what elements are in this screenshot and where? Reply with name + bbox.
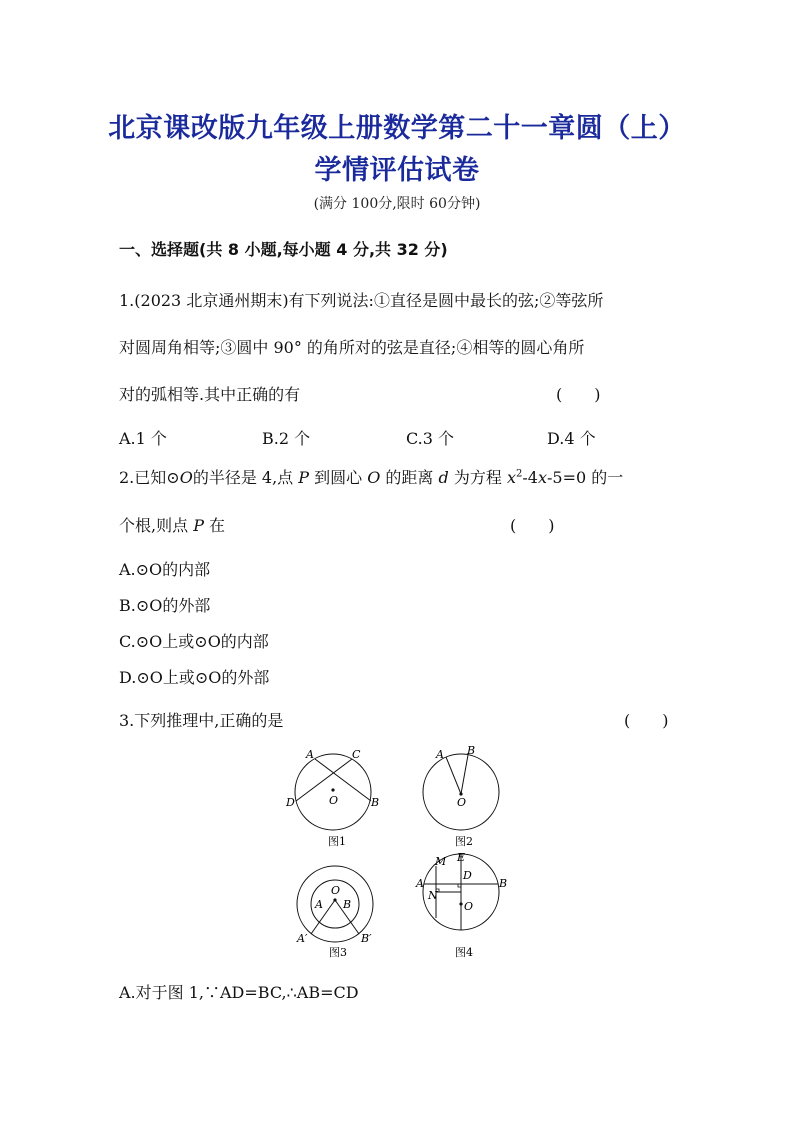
page-title: 北京课改版九年级上册数学第二十一章圆（上）	[108, 113, 686, 144]
fig3-label-b: B	[343, 898, 352, 911]
fig2-label-b: B	[467, 744, 476, 757]
fig3-label-o: O	[331, 884, 341, 897]
q2-text: 2.已知⊙	[119, 468, 180, 487]
q2-answer-paren: ( )	[510, 516, 555, 535]
q2-line1	[119, 465, 623, 488]
q2-text: 在	[203, 516, 226, 535]
q2-text: 的距离	[380, 468, 439, 487]
q2-var-p: P	[193, 516, 204, 535]
fig2-caption: 图2	[455, 835, 473, 848]
q1-line1: 1.(2023 北京通州期末)有下列说法:①直径是圆中最长的弦;②等弦所	[119, 291, 604, 310]
fig4-caption: 图4	[455, 946, 473, 959]
q1-option-a: A.1 个	[119, 429, 167, 448]
q3-answer-paren: ( )	[624, 711, 669, 730]
q2-text: 到圆心	[309, 468, 368, 487]
q1-option-c: C.3 个	[406, 429, 455, 448]
q2-text: 个根,则点	[119, 516, 194, 535]
q2-line2	[119, 513, 225, 536]
q2-var-d: d	[438, 468, 449, 487]
q2-var-p: P	[298, 468, 310, 487]
fig4-label-b: B	[499, 877, 508, 890]
fig3-label-a: A	[315, 898, 323, 911]
q1-answer-paren: ( )	[556, 385, 601, 404]
q1-option-b: B.2 个	[262, 429, 311, 448]
q2-exponent: 2	[516, 468, 523, 480]
q2-option-d: D.⊙O上或⊙O的外部	[119, 668, 270, 687]
page-title-line2: 学情评估试卷	[314, 155, 480, 186]
q2-var-x: x	[506, 468, 516, 487]
fig2-label-a: A	[436, 748, 444, 761]
q2-text: 为方程	[448, 468, 507, 487]
q1-line3: 对的弧相等.其中正确的有	[119, 385, 301, 404]
fig1-label-d: D	[286, 796, 295, 809]
fig1-label-b: B	[371, 796, 380, 809]
q2-var-o: O	[367, 468, 381, 487]
q3-option-a: A.对于图 1,∵AD=BC,∴AB=CD	[119, 983, 359, 1002]
q2-var-x: x	[537, 468, 547, 487]
fig4-label-m: M	[435, 855, 447, 868]
fig3-caption: 图3	[329, 946, 347, 959]
q2-option-a: A.⊙O的内部	[119, 560, 211, 579]
q2-text: -5=0 的一	[547, 468, 624, 487]
fig1-label-o: O	[329, 794, 339, 807]
fig1-label-a: A	[306, 748, 314, 761]
fig4-label-a: A	[416, 877, 424, 890]
fig4-label-n: N	[428, 889, 438, 902]
fig4-label-e: E	[457, 851, 466, 864]
fig1-label-c: C	[352, 748, 361, 761]
q1-line2: 对圆周角相等;③圆中 90° 的角所对的弦是直径;④相等的圆心角所	[119, 338, 585, 357]
exam-info: (满分 100分,限时 60分钟)	[313, 196, 481, 212]
figure-3	[287, 858, 387, 966]
figure-1	[284, 744, 384, 852]
q2-text: 的半径是 4,点	[192, 468, 299, 487]
fig1-caption: 图1	[328, 835, 346, 848]
figure-2	[414, 744, 514, 852]
fig2-label-o: O	[457, 796, 467, 809]
fig4-label-d: D	[463, 869, 472, 882]
fig3-label-a-prime: A′	[297, 932, 308, 945]
q2-option-b: B.⊙O的外部	[119, 596, 211, 615]
fig4-label-o: O	[464, 900, 474, 913]
fig3-label-b-prime: B′	[361, 932, 372, 945]
q1-option-d: D.4 个	[547, 429, 596, 448]
figure-4	[414, 850, 514, 962]
section-heading: 一、选择题(共 8 小题,每小题 4 分,共 32 分)	[119, 240, 448, 259]
q3-line1: 3.下列推理中,正确的是	[119, 711, 284, 730]
q2-var-o: O	[179, 468, 193, 487]
q2-text: -4	[522, 468, 538, 487]
q2-option-c: C.⊙O上或⊙O的内部	[119, 632, 269, 651]
